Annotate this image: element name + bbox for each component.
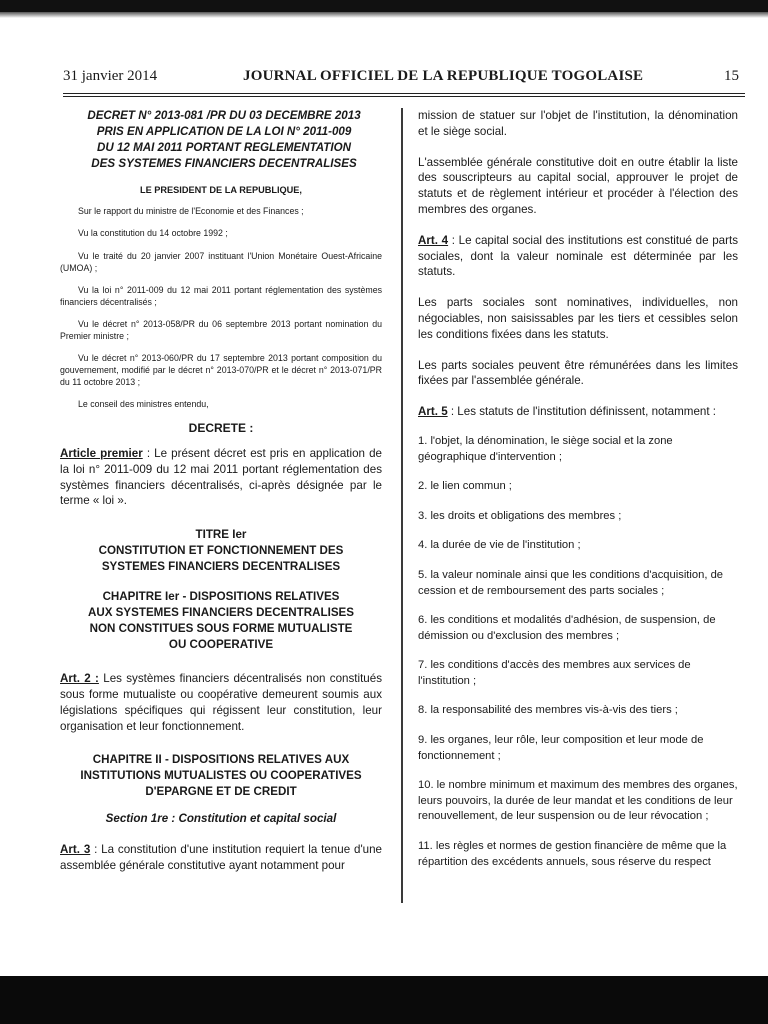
chapitre-line: CHAPITRE II - DISPOSITIONS RELATIVES AUX xyxy=(92,753,350,767)
header-page-number: 15 xyxy=(724,68,739,84)
article-label: Art. 5 xyxy=(418,405,448,419)
header-date: 31 janvier 2014 xyxy=(63,68,158,84)
article-label: Article premier xyxy=(60,447,143,460)
list-item: 3. les droits et obligations des membres ; xyxy=(418,509,622,522)
vu-clause: Vu le décret n° 2013-058/PR du 06 septembre 2013 portant nomination du Premier ministre ; xyxy=(60,319,382,341)
list-item: 9. les organes, leur rôle, leur composition et leur mode de fonctionnement ; xyxy=(418,734,704,762)
article-4 xyxy=(418,233,738,280)
article-label: Art. 4 xyxy=(418,233,449,247)
scan-top-edge xyxy=(0,0,768,12)
list-item: 2. le lien commun ; xyxy=(418,480,512,493)
left-column xyxy=(60,108,382,874)
vu-clause: Vu la loi n° 2011-009 du 12 mai 2011 portant réglementation des systèmes financiers décentralisés ; xyxy=(60,285,382,307)
vu-clause: Vu le traité du 20 janvier 2007 instituant l'Union Monétaire Ouest-Africaine (UMOA) ; xyxy=(60,251,382,273)
vu-clause: Le conseil des ministres entendu, xyxy=(78,399,209,409)
decrete-heading: DECRETE : xyxy=(188,421,254,435)
titre-heading xyxy=(60,527,382,575)
header-rule-double xyxy=(63,96,745,97)
paragraph: L'assemblée générale constitutive doit en outre établir la liste des souscripteurs au capital social, approuver le projet de statuts et de règlement intérieur et procéder à l'élection des membres des organes. xyxy=(418,155,738,216)
list-item: 10. le nombre minimum et maximum des membres des organes, leurs pouvoirs, la durée de leur mandat et les conditions de leur renouvellement, de leur suspension ou de leur révocation ; xyxy=(418,779,738,823)
vu-clause: Vu la constitution du 14 octobre 1992 ; xyxy=(78,228,228,238)
article-label: Art. 3 xyxy=(60,843,91,857)
list-item: 11. les règles et normes de gestion financière de même que la répartition des excédents annuels, sous réserve du respect xyxy=(418,840,727,868)
paragraph: Les parts sociales sont nominatives, individuelles, non négociables, non saisissables par les tiers et cessibles selon les conditions fixées dans les statuts. xyxy=(418,296,738,341)
decree-title-line: DU 12 MAI 2011 PORTANT REGLEMENTATION xyxy=(96,141,352,154)
titre-line: SYSTEMES FINANCIERS DECENTRALISES xyxy=(101,560,341,574)
chapitre-line: CHAPITRE Ier - DISPOSITIONS RELATIVES xyxy=(102,590,340,604)
scan-top-shadow xyxy=(0,12,768,18)
article-text: Les systèmes financiers décentralisés non constitués sous forme mutualiste ou coopérative demeurent soumis aux législations spécifiques qui régissent leur constitution, leur organisation et leur fonctionnement. xyxy=(60,672,382,733)
paragraph: Les parts sociales peuvent être rémunérées dans les limites fixées par l'assemblée générale. xyxy=(418,358,738,388)
chapitre-line: D'EPARGNE ET DE CREDIT xyxy=(145,785,297,799)
decree-title-line: PRIS EN APPLICATION DE LA LOI N° 2011-009 xyxy=(96,125,352,138)
chapitre-line: INSTITUTIONS MUTUALISTES OU COOPERATIVES xyxy=(80,769,362,783)
scan-bottom-edge xyxy=(0,976,768,1024)
article-text: : Le capital social des institutions est constitué de parts sociales, dont la valeur nominale est déterminée par les statuts. xyxy=(418,233,738,279)
chapitre-line: NON CONSTITUES SOUS FORME MUTUALISTE xyxy=(89,622,353,636)
list-item: 6. les conditions et modalités d'adhésion, de suspension, de démission ou d'exclusion des membres ; xyxy=(418,614,716,642)
article-text: : Le présent décret est pris en application de la loi n° 2011-009 du 12 mai 2011 portant réglementation des systèmes financiers décentralisés, ci-après désignée par le terme « loi ». xyxy=(60,447,382,508)
header-journal-title: JOURNAL OFFICIEL DE LA REPUBLIQUE TOGOLAISE xyxy=(243,68,644,84)
article-2 xyxy=(60,671,382,734)
president-heading: LE PRESIDENT DE LA REPUBLIQUE, xyxy=(140,185,302,195)
chapitre-1-heading xyxy=(60,589,382,653)
chapitre-2-heading xyxy=(60,752,382,800)
chapitre-line: AUX SYSTEMES FINANCIERS DECENTRALISES xyxy=(87,606,355,620)
vu-clause: Sur le rapport du ministre de l'Economie et des Finances ; xyxy=(78,206,304,216)
right-column xyxy=(418,108,738,870)
article-5 xyxy=(418,404,738,420)
list-item: 4. la durée de vie de l'institution ; xyxy=(418,539,581,552)
titre-line: CONSTITUTION ET FONCTIONNEMENT DES xyxy=(98,544,344,558)
titre-line: TITRE Ier xyxy=(195,528,247,542)
article-text: : Les statuts de l'institution définissent, notamment : xyxy=(447,405,717,419)
decree-title-block xyxy=(60,108,382,172)
paragraph: mission de statuer sur l'objet de l'institution, la dénomination et le siège social. xyxy=(418,109,738,138)
header-rule xyxy=(63,93,745,94)
list-item: 5. la valeur nominale ainsi que les conditions d'acquisition, de cession et de remboursement des parts sociales ; xyxy=(418,568,724,597)
decree-title-line: DES SYSTEMES FINANCIERS DECENTRALISES xyxy=(91,157,357,170)
list-item: 1. l'objet, la dénomination, le siège social et la zone géographique d'intervention ; xyxy=(418,434,673,463)
section-heading: Section 1re : Constitution et capital social xyxy=(105,812,337,826)
article-premier xyxy=(60,446,382,509)
article-3 xyxy=(60,842,382,874)
list-item: 7. les conditions d'accès des membres aux services de l'institution ; xyxy=(418,659,691,687)
list-item: 8. la responsabilité des membres vis-à-vis des tiers ; xyxy=(418,704,678,717)
article-text: : La constitution d'une institution requiert la tenue d'une assemblée générale constitutive ayant notamment pour xyxy=(60,843,382,873)
chapitre-line: OU COOPERATIVE xyxy=(168,638,274,652)
column-divider xyxy=(401,108,403,903)
article-label: Art. 2 : xyxy=(60,672,99,686)
vu-clause: Vu le décret n° 2013-060/PR du 17 septembre 2013 portant composition du gouvernement, modifié par le décret n° 2013-070/PR et le décret n° 2013-071/PR du 11 octobre 2013 ; xyxy=(60,353,382,387)
decree-title-line: DECRET N° 2013-081 /PR DU 03 DECEMBRE 2013 xyxy=(87,109,361,122)
